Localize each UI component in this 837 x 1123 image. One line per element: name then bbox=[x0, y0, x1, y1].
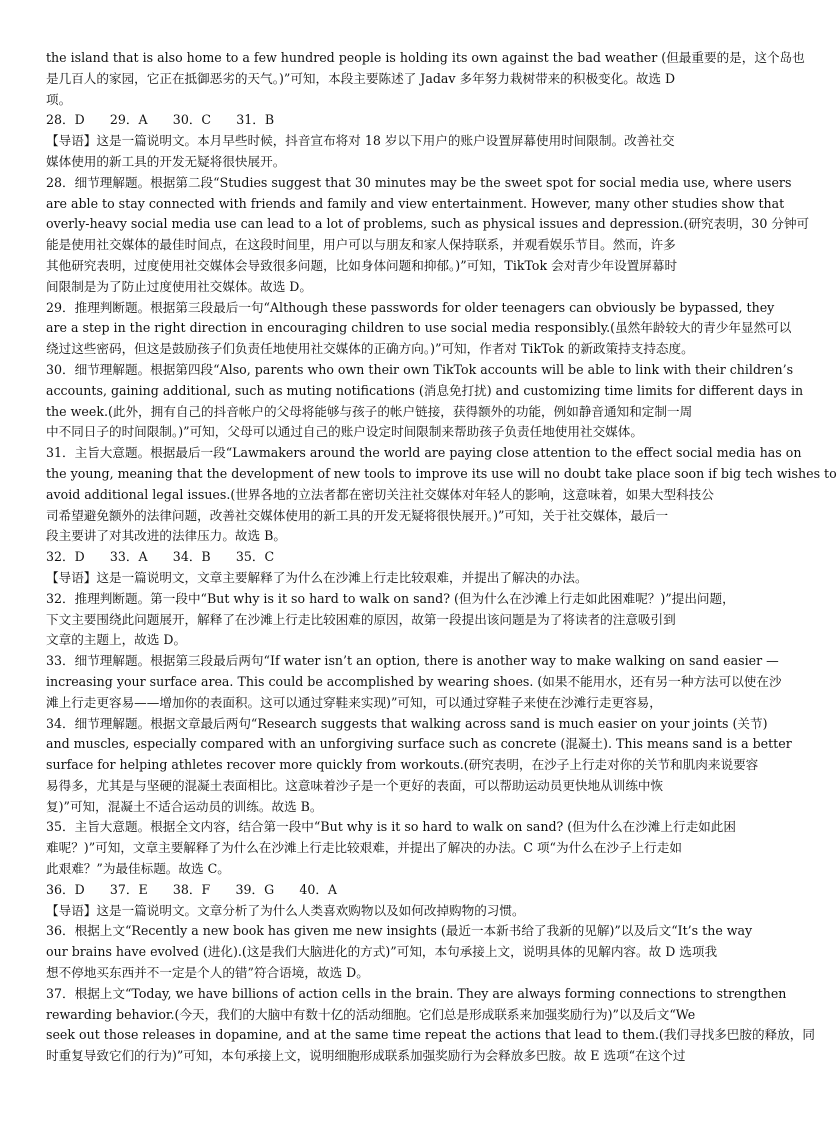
text-line: 32．推理判断题。第一段中“But why is it so hard to walk on sand? (但为什么在沙滩上行走如此困难呢？)”提出问题， bbox=[46, 590, 735, 606]
text-line: 滩上行走更容易——增加你的表面积。这可以通过穿鞋来实现)”可知，可以通过穿鞋子来使在沙滩行走更容易， bbox=[46, 694, 662, 710]
text-line: surface for helping athletes recover more quickly from workouts.(研究表明，在沙子上行走对你的关节和肌肉来说要容 bbox=[46, 757, 759, 773]
text-line: 段主要讲了对其改进的法律压力。故选 B。 bbox=[46, 528, 286, 544]
text-line: 36．D 37．E 38．F 39．G 40．A bbox=[46, 881, 338, 897]
text-line: 文章的主题上，故选 D。 bbox=[46, 632, 187, 648]
text-line: 36．根据上文“Recently a new book has given me new insights (最近一本新书给了我新的见解)”以及后文“It’s the way bbox=[46, 923, 753, 939]
text-line: rewarding behavior.(今天，我们的大脑中有数十亿的活动细胞。它们总是形成联系来加强奖励行为)”以及后文“We bbox=[46, 1006, 696, 1022]
text-line: 下文主要围绕此问题展开，解释了在沙滩上行走比较困难的原因，故第一段提出该问题是为了将读者的注意吸引到 bbox=[46, 611, 676, 627]
document-page bbox=[46, 48, 837, 1067]
text-line: 能是使用社交媒体的最佳时间点，在这段时间里，用户可以与朋友和家人保持联系，并观看娱乐节目。然而，许多 bbox=[46, 237, 676, 253]
text-line: 37．根据上文“Today, we have billions of action cells in the brain. They are always forming connections to strengthen bbox=[46, 985, 787, 1001]
text-line: 易得多，尤其是与坚硬的混凝土表面相比。这意味着沙子是一个更好的表面，可以帮助运动员更快地从训练中恢 bbox=[46, 777, 664, 793]
text-line: 间限制是为了防止过度使用社交媒体。故选 D。 bbox=[46, 278, 312, 294]
text-line: 28．D 29．A 30．C 31．B bbox=[46, 112, 275, 128]
text-line: 媒体使用的新工具的开发无疑将很快展开。 bbox=[46, 153, 286, 169]
text-line: increasing your surface area. This could be accomplished by wearing shoes. (如果不能用水，还有另一种方法可以使在沙 bbox=[46, 673, 782, 689]
text-line: 29．推理判断题。根据第三段最后一句“Although these passwords for older teenagers can obviously be bypassed, they bbox=[46, 299, 775, 315]
text-line: 其他研究表明，过度使用社交媒体会导致很多问题，比如身体问题和抑郁。)”可知，TikTok 会对青少年设置屏幕时 bbox=[46, 257, 678, 273]
text-line: avoid additional legal issues.(世界各地的立法者都在密切关注社交媒体对年轻人的影响，这意味着，如果大型科技公 bbox=[46, 486, 714, 502]
text-line: 司希望避免额外的法律问题，改善社交媒体使用的新工具的开发无疑将很快展开。)”可知，关于社交媒体，最后一 bbox=[46, 507, 669, 523]
text-line: 绕过这些密码，但这是鼓励孩子们负责任地使用社交媒体的正确方向。)”可知，作者对 TikTok 的新政策持支持态度。 bbox=[46, 341, 694, 357]
text-line: are a step in the right direction in encouraging children to use social media responsibly.(虽然年龄较大的青少年显然可以 bbox=[46, 320, 792, 336]
text-line: 【导语】这是一篇说明文。文章分析了为什么人类喜欢购物以及如何改掉购物的习惯。 bbox=[46, 902, 525, 918]
text-line: 难呢？)”可知，文章主要解释了为什么在沙滩上行走比较艰难，并提出了解决的办法。C 项“为什么在沙子上行走如 bbox=[46, 840, 682, 856]
text-line: 项。 bbox=[46, 91, 72, 107]
text-line: 35．主旨大意题。根据全文内容，结合第一段中“But why is it so hard to walk on sand? (但为什么在沙滩上行走如此困 bbox=[46, 819, 736, 835]
text-line: 【导语】这是一篇说明文，文章主要解释了为什么在沙滩上行走比较艰难，并提出了解决的办法。 bbox=[46, 569, 588, 585]
text-line: 31．主旨大意题。根据最后一段“Lawmakers around the world are paying close attention to the effect social media has on bbox=[46, 445, 802, 461]
text-line: 复)”可知，混凝土不适合运动员的训练。故选 B。 bbox=[46, 798, 323, 814]
text-line: 32．D 33．A 34．B 35．C bbox=[46, 549, 275, 565]
text-line: 中不同日子的时间限制。)”可知，父母可以通过自己的账户设定时间限制来帮助孩子负责任地使用社交媒体。 bbox=[46, 424, 643, 440]
text-line: seek out those releases in dopamine, and at the same time repeat the actions that lead to them.(我们寻找多巴胺的释放，同 bbox=[46, 1027, 815, 1043]
text-line: 28．细节理解题。根据第二段“Studies suggest that 30 minutes may be the sweet spot for social media use, where users bbox=[46, 174, 792, 190]
text-line: and muscles, especially compared with an unforgiving surface such as concrete (混凝土). This means sand is a better bbox=[46, 736, 792, 752]
text-line: overly-heavy social media use can lead to a lot of problems, such as physical issues and depression.(研究表明，30 分钟可 bbox=[46, 216, 810, 232]
text-line: 【导语】这是一篇说明文。本月早些时候，抖音宣布将对 18 岁以下用户的账户设置屏幕使用时间限制。改善社交 bbox=[46, 133, 675, 149]
text-line: are able to stay connected with friends and family and view entertainment. However, many other studies show that bbox=[46, 195, 785, 211]
text-line: the week.(此外，拥有自己的抖音帐户的父母将能够与孩子的帐户链接，获得额外的功能，例如静音通知和定制一周 bbox=[46, 403, 693, 419]
text-line: 想不停地买东西并不一定是个人的错”符合语境，故选 D。 bbox=[46, 965, 369, 981]
text-line: 此艰难？”为最佳标题。故选 C。 bbox=[46, 861, 230, 877]
text-line: 33．细节理解题。根据第三段最后两句“If water isn’t an option, there is another way to make walking on sand easier — bbox=[46, 653, 779, 669]
text-line: our brains have evolved (进化).(这是我们大脑进化的方式)”可知，本句承接上文，说明具体的见解内容。故 D 选项我 bbox=[46, 944, 718, 960]
text-line: 34．细节理解题。根据文章最后两句“Research suggests that walking across sand is much easier on your joints (关节) bbox=[46, 715, 768, 731]
text-line: the young, meaning that the development of new tools to improve its use will no doubt take place soon if big tech wishes to bbox=[46, 465, 837, 481]
text-line: 30．细节理解题。根据第四段“Also, parents who own their own TikTok accounts will be able to link with their children’s bbox=[46, 361, 794, 377]
text-line: accounts, gaining additional, such as muting notifications (消息免打扰) and customizing time limits for different days in bbox=[46, 382, 804, 398]
text-line: 时重复导致它们的行为)”可知，本句承接上文，说明细胞形成联系加强奖励行为会释放多巴胺。故 E 选项“在这个过 bbox=[46, 1048, 686, 1064]
text-line: the island that is also home to a few hundred people is holding its own against the bad weather (但最重要的是，这个岛也 bbox=[46, 50, 805, 65]
text-line: 是几百人的家园，它正在抵御恶劣的天气。)”可知，本段主要陈述了 Jadav 多年努力栽树带来的积极变化。故选 D bbox=[46, 70, 676, 86]
